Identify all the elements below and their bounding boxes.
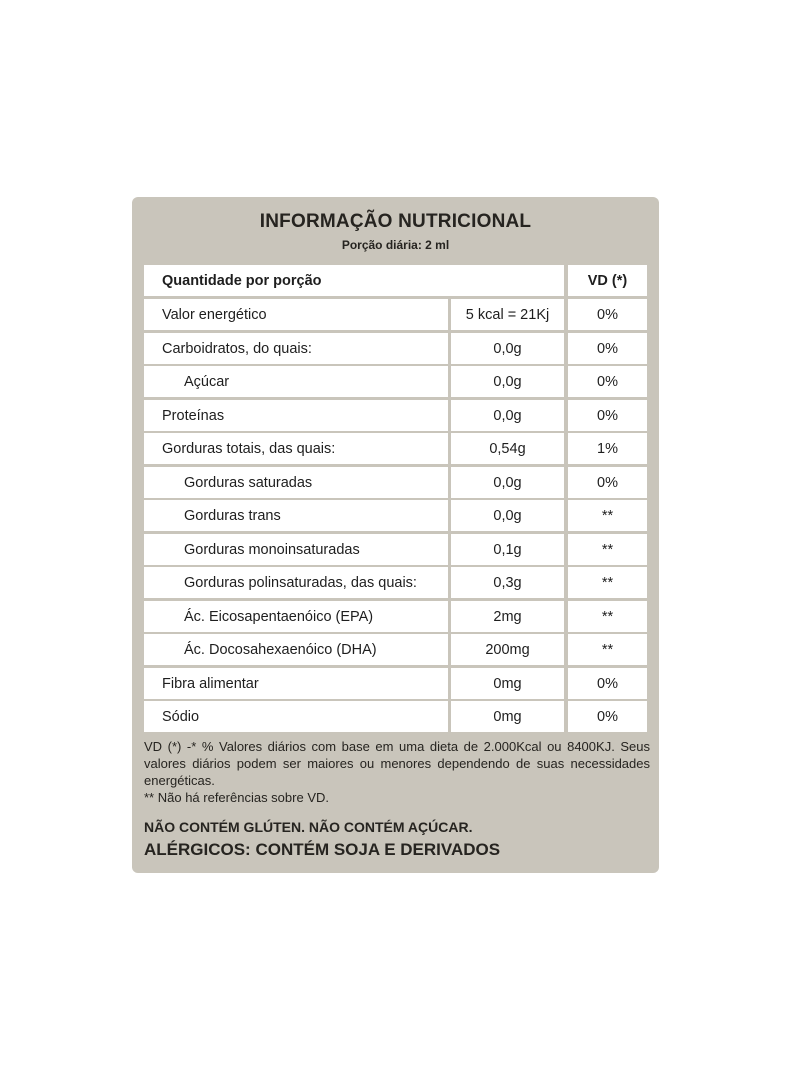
table-row-amount: 0mg bbox=[451, 701, 564, 732]
table-row-label: Carboidratos, do quais: bbox=[144, 333, 448, 364]
table-row-vd: 0% bbox=[568, 668, 647, 699]
table-row-amount: 0,0g bbox=[451, 400, 564, 431]
table-row-amount: 0,0g bbox=[451, 467, 564, 498]
table-row-amount: 0mg bbox=[451, 668, 564, 699]
serving-size: Porção diária: 2 ml bbox=[341, 238, 450, 252]
footnotes bbox=[144, 738, 650, 806]
table-row-vd: 0% bbox=[568, 299, 647, 330]
table-row-label: Gorduras polinsaturadas, das quais: bbox=[144, 567, 448, 598]
table-row-vd: ** bbox=[568, 601, 647, 632]
table-row-amount: 5 kcal = 21Kj bbox=[451, 299, 564, 330]
gluten-sugar-notice: NÃO CONTÉM GLÚTEN. NÃO CONTÉM AÇÚCAR. bbox=[144, 819, 473, 835]
allergen-notice: ALÉRGICOS: CONTÉM SOJA E DERIVADOS bbox=[144, 840, 501, 859]
footnote-daily-values: VD (*) -* % Valores diários com base em uma dieta de 2.000Kcal ou 8400KJ. Seus valores diários podem ser maiores ou menores dependendo de suas necessidades energéticas. bbox=[144, 739, 650, 788]
table-row-label: Proteínas bbox=[144, 400, 448, 431]
table-row-label: Sódio bbox=[144, 701, 448, 732]
table-row-amount: 0,54g bbox=[451, 433, 564, 464]
header-quantity-per-serving: Quantidade por porção bbox=[144, 265, 564, 296]
footnote-no-reference: ** Não há referências sobre VD. bbox=[144, 790, 329, 805]
table-row-label: Fibra alimentar bbox=[144, 668, 448, 699]
table-row-vd: ** bbox=[568, 634, 647, 665]
table-row-amount: 0,0g bbox=[451, 500, 564, 531]
table-row-label: Gorduras trans bbox=[144, 500, 448, 531]
nutrition-facts-panel bbox=[132, 197, 659, 873]
table-row-amount: 0,0g bbox=[451, 333, 564, 364]
table-row-amount: 200mg bbox=[451, 634, 564, 665]
table-row-vd: ** bbox=[568, 500, 647, 531]
table-row-label: Açúcar bbox=[144, 366, 448, 397]
table-row-amount: 0,0g bbox=[451, 366, 564, 397]
header-daily-value: VD (*) bbox=[568, 265, 647, 296]
table-row-label: Ác. Eicosapentaenóico (EPA) bbox=[144, 601, 448, 632]
table-row-label: Gorduras totais, das quais: bbox=[144, 433, 448, 464]
table-row-vd: 0% bbox=[568, 400, 647, 431]
table-row-amount: 0,1g bbox=[451, 534, 564, 565]
table-row-label: Gorduras saturadas bbox=[144, 467, 448, 498]
table-row-label: Ác. Docosahexaenóico (DHA) bbox=[144, 634, 448, 665]
table-row-vd: 1% bbox=[568, 433, 647, 464]
table-row-amount: 0,3g bbox=[451, 567, 564, 598]
table-row-vd: ** bbox=[568, 567, 647, 598]
table-row-vd: 0% bbox=[568, 333, 647, 364]
table-row-vd: 0% bbox=[568, 366, 647, 397]
table-row-label: Valor energético bbox=[144, 299, 448, 330]
table-row-vd: 0% bbox=[568, 701, 647, 732]
table-row-label: Gorduras monoinsaturadas bbox=[144, 534, 448, 565]
table-row-amount: 2mg bbox=[451, 601, 564, 632]
table-row-vd: 0% bbox=[568, 467, 647, 498]
panel-title: INFORMAÇÃO NUTRICIONAL bbox=[259, 211, 532, 232]
table-row-vd: ** bbox=[568, 534, 647, 565]
